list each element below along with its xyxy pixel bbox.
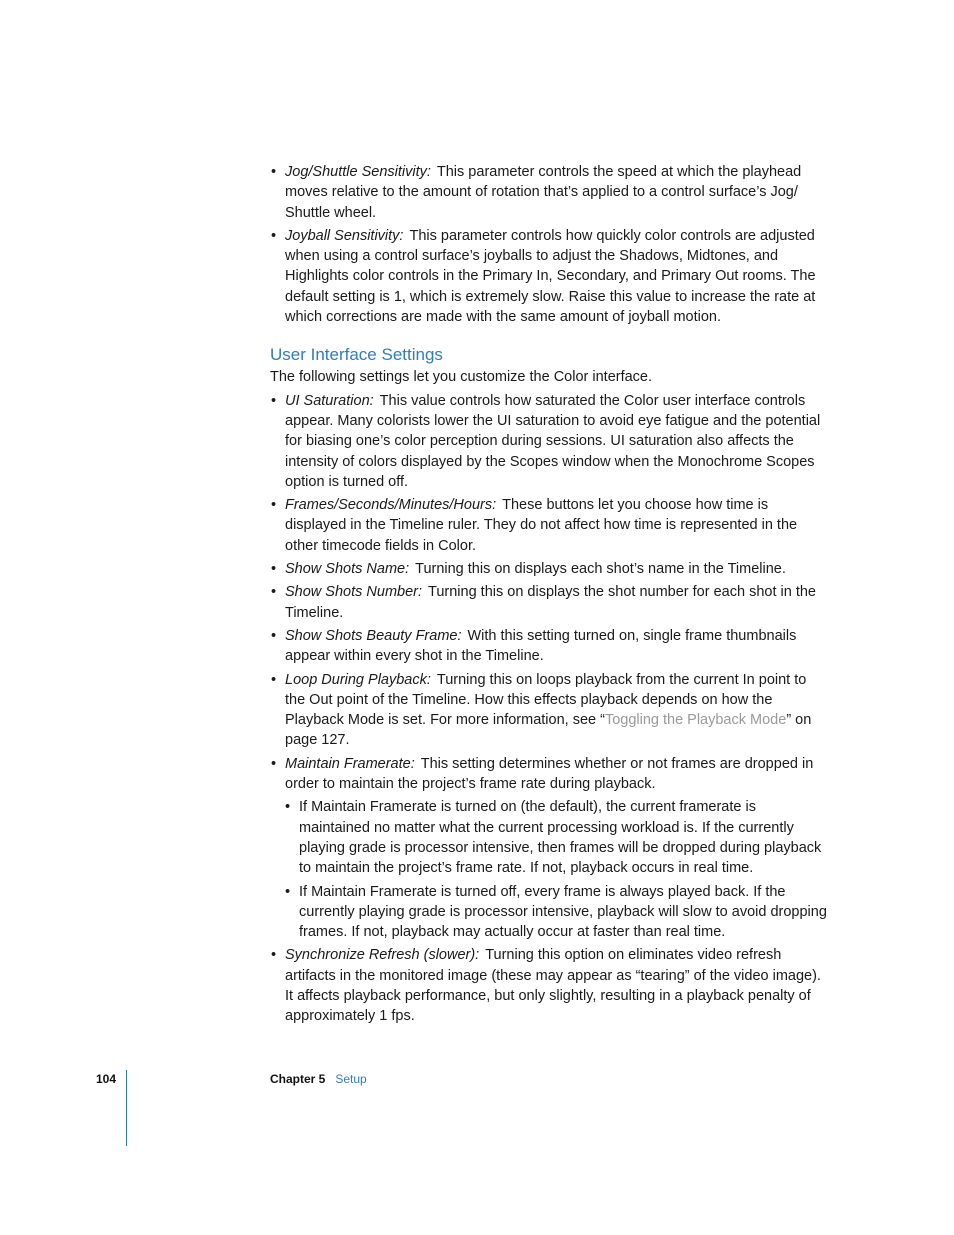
bullet-text: Turning this on displays the shot number for each shot in the Timeline. bbox=[285, 584, 816, 621]
bullet-text: Turning this on loops playback from the current In point to the Out point of the Timeline. How this effects playback depends on how the Playback Mode is set. For more information, see “ bbox=[285, 671, 807, 729]
bullet-term: Show Shots Name: bbox=[285, 561, 410, 578]
bullet-term: Maintain Framerate: bbox=[285, 755, 415, 772]
bullet-ui-saturation bbox=[270, 391, 830, 492]
bullet-term: Frames/Seconds/Minutes/Hours: bbox=[285, 497, 497, 514]
bullet-term: UI Saturation: bbox=[285, 392, 374, 409]
bullet-term: Joyball Sensitivity: bbox=[285, 227, 404, 244]
section-heading: User Interface Settings bbox=[270, 345, 443, 365]
page-number: 104 bbox=[96, 1072, 117, 1086]
bullet-term: Show Shots Number: bbox=[285, 584, 423, 601]
section-intro: The following settings let you customize the Color interface. bbox=[270, 369, 653, 386]
bullet-frames-seconds bbox=[270, 495, 830, 556]
bullet-text-after: ” on page 127. bbox=[285, 712, 812, 749]
bullet-text: These buttons let you choose how time is displayed in the Timeline ruler. They do not affect how time is represented in the other timecode fields in Color. bbox=[285, 497, 798, 554]
bullet-show-shots-beauty-frame bbox=[270, 626, 830, 667]
bullet-text: This setting determines whether or not frames are dropped in order to maintain the project’s frame rate during playback. bbox=[285, 755, 814, 793]
bullet-jog-shuttle-sensitivity bbox=[270, 162, 830, 223]
bullet-text: With this setting turned on, single frame thumbnails appear within every shot in the Timeline. bbox=[285, 627, 797, 665]
sub-bullet-framerate-on: • If Maintain Framerate is turned on (the default), the current framerate is maintained no matter what the current processing workload is. If the currently playing grade is processor intensive, then frames will be dropped during playback to maintain the project’s frame rate. If not, playback occurs in real time. bbox=[270, 797, 830, 878]
chapter-label: Chapter 5 bbox=[270, 1072, 326, 1086]
bullet-loop-during-playback bbox=[270, 670, 830, 751]
cross-reference-link[interactable]: Toggling the Playback Mode bbox=[604, 712, 787, 729]
bullet-text: This value controls how saturated the Color user interface controls appear. Many colorists lower the UI saturation to avoid eye fatigue and the potential for biasing one’s color perception during sessions. UI saturation also affects the intensity of colors displayed by the Scopes window when the Monochrome Scopes option is turned off. bbox=[285, 392, 821, 490]
bullet-text: Turning this on displays each shot’s name in the Timeline. bbox=[415, 561, 786, 578]
page-content bbox=[270, 162, 830, 1030]
bullet-text: Turning this option on eliminates video refresh artifacts in the monitored image (these may appear as “tearing” of the video image). It affects playback performance, but only slightly, resulting in a playback penalty of approximately 1 fps. bbox=[285, 947, 821, 1025]
bullet-show-shots-number bbox=[270, 582, 830, 623]
bullet-term: Show Shots Beauty Frame: bbox=[285, 627, 462, 644]
footer-chapter bbox=[270, 1072, 367, 1086]
bullet-term: Synchronize Refresh (slower): bbox=[285, 947, 480, 964]
bullet-text: This parameter controls how quickly color controls are adjusted when using a control surface’s joyballs to adjust the Shadows, Midtones, and Highlights color controls in the Primary In, Secondary, and Primary Out rooms. The default setting is 1, which is extremely slow. Raise this value to increase the rate at which corrections are made with the same amount of joyball motion. bbox=[285, 227, 816, 326]
bullet-term: Jog/Shuttle Sensitivity: bbox=[285, 164, 431, 180]
bullet-synchronize-refresh bbox=[270, 945, 830, 1026]
footer-divider bbox=[126, 1070, 127, 1146]
chapter-section: Setup bbox=[335, 1072, 367, 1086]
bullet-joyball-sensitivity bbox=[270, 226, 830, 327]
bullet-text: This parameter controls the speed at which the playhead moves relative to the amount of rotation that’s applied to a control surface’s Jog/ Shuttle wheel. bbox=[285, 164, 802, 221]
bullet-term: Loop During Playback: bbox=[285, 671, 431, 688]
bullet-maintain-framerate bbox=[270, 754, 830, 795]
sub-bullet-framerate-off: • If Maintain Framerate is turned off, every frame is always played back. If the currently playing grade is processor intensive, playback will slow to avoid dropping frames. If not, playback may actually occur at faster than real time. bbox=[270, 882, 830, 943]
bullet-show-shots-name bbox=[270, 559, 830, 579]
